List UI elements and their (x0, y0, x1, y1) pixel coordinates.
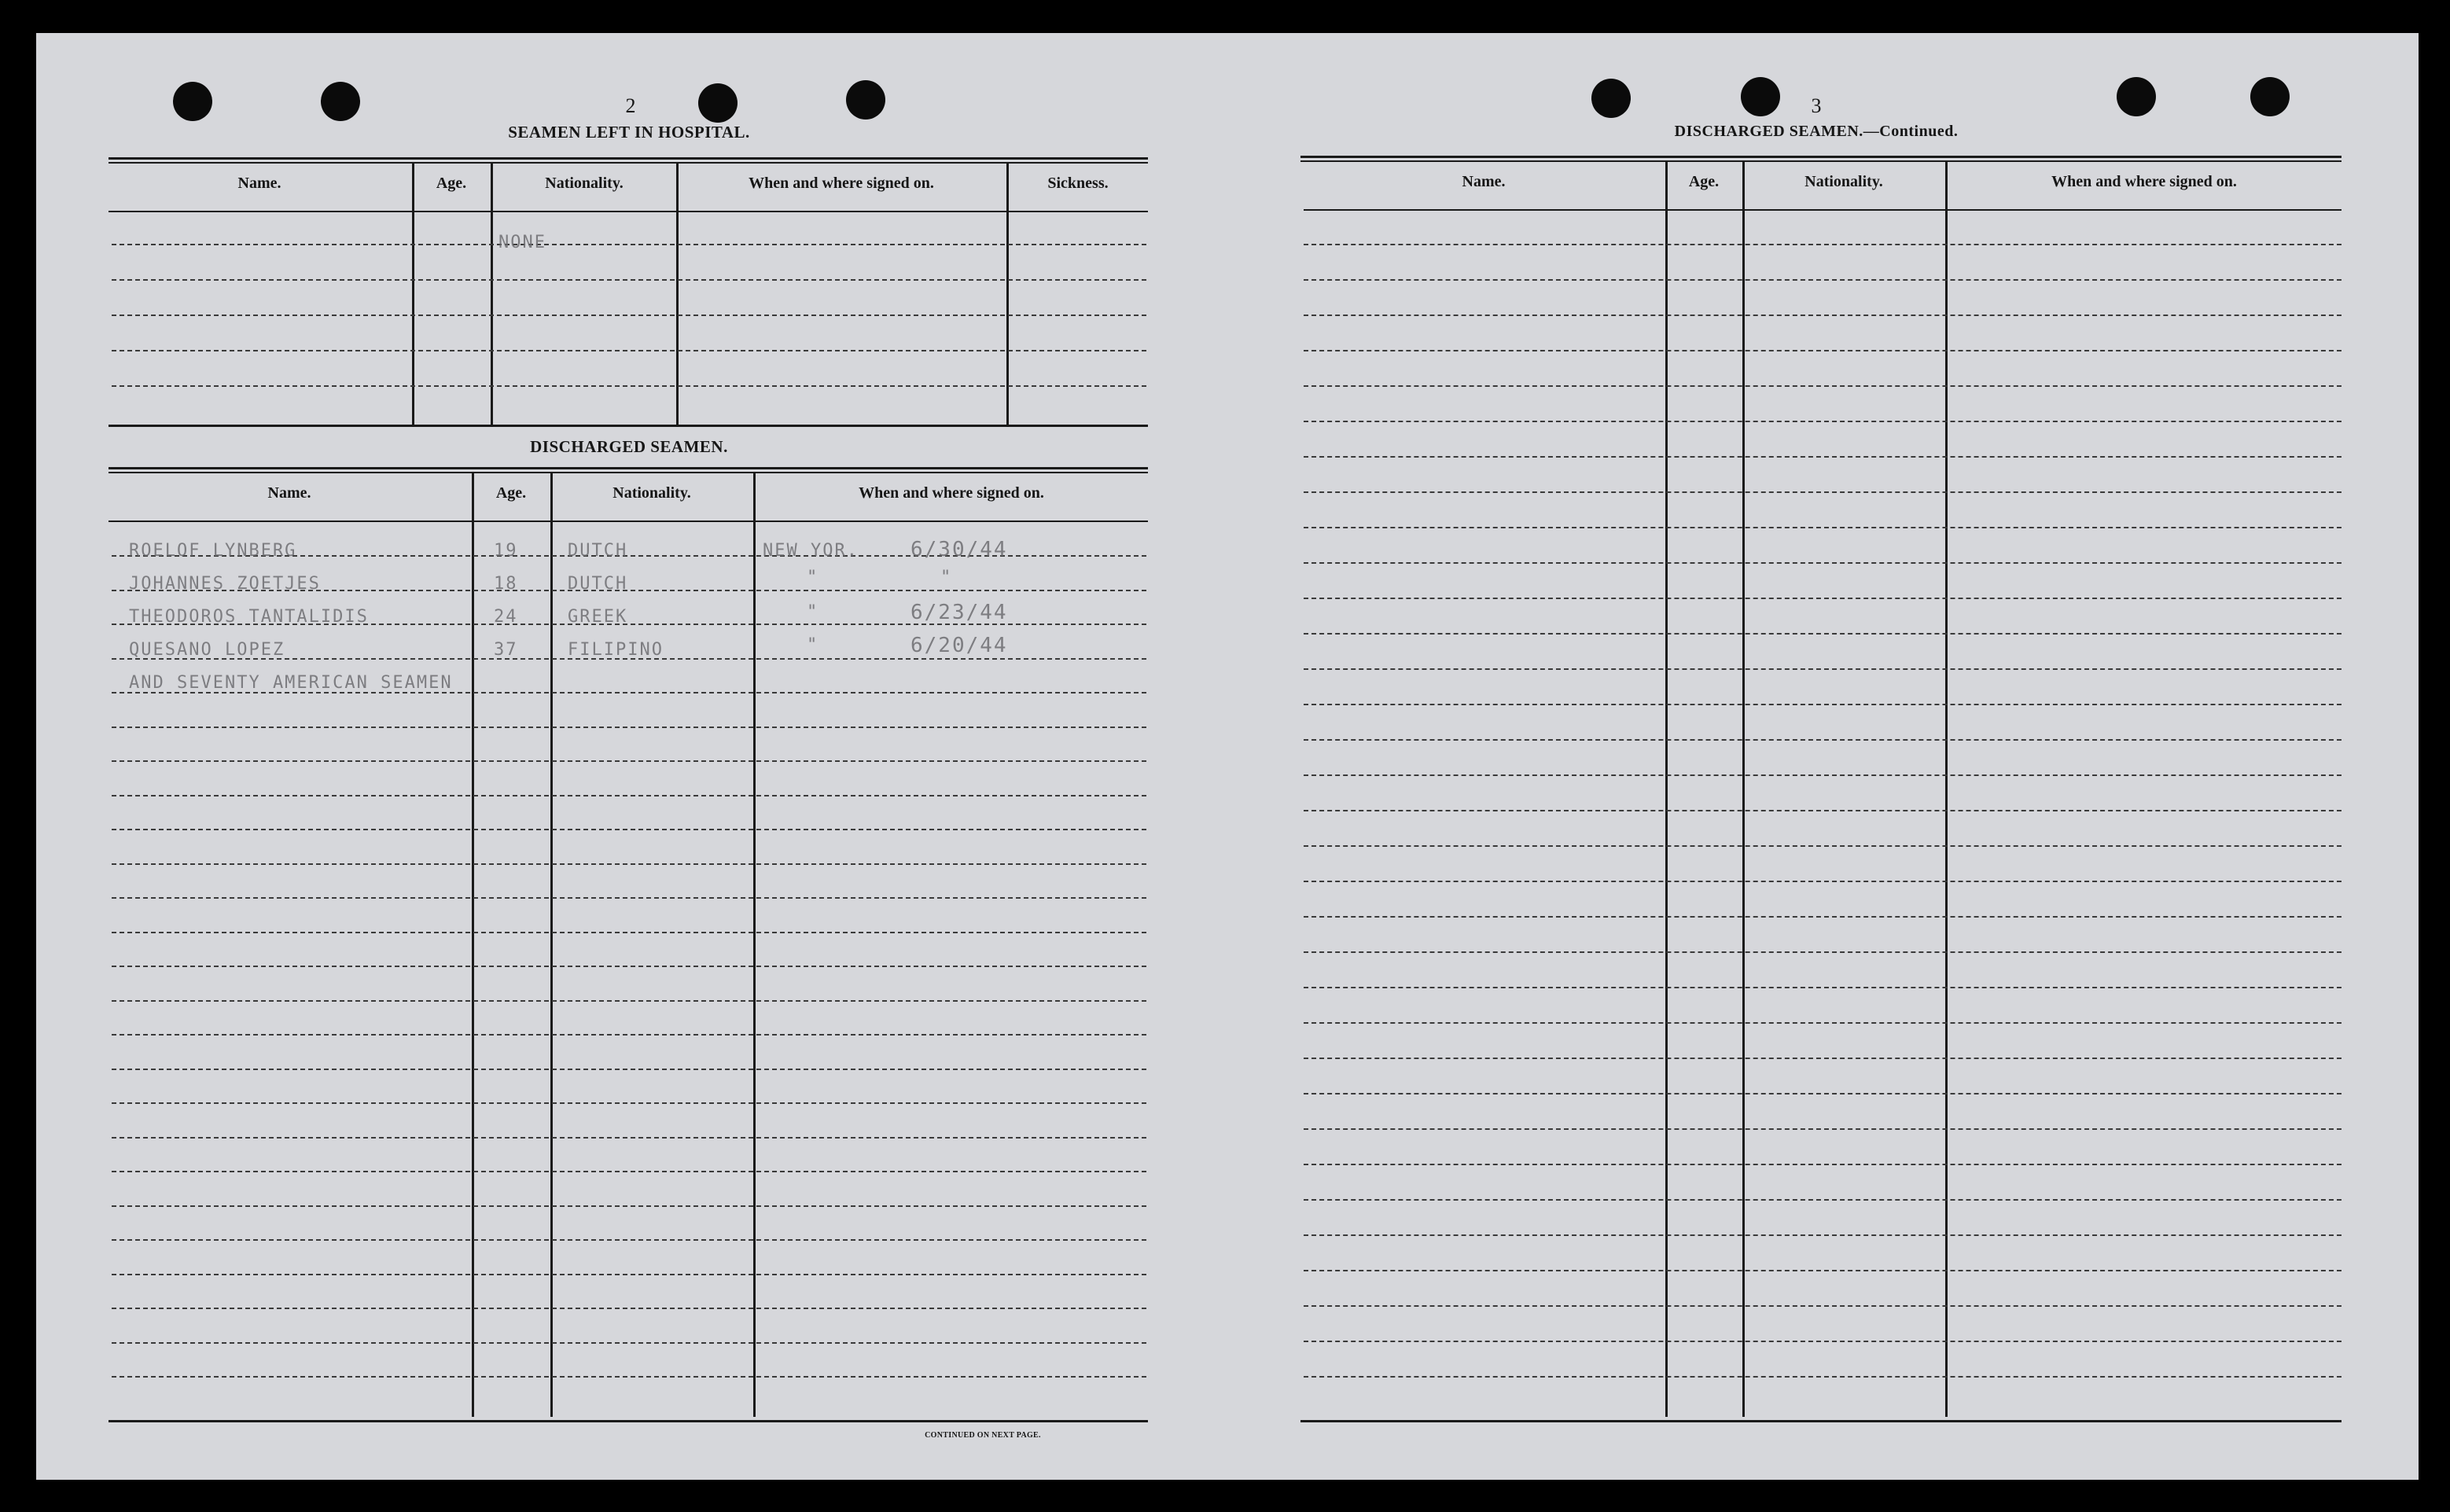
discharged-header-nationality: Nationality. (612, 484, 691, 502)
hospital-header-name: Name. (237, 175, 281, 192)
ruled-line (112, 315, 1146, 316)
signed-on-place: NEW YOR. (763, 541, 859, 561)
right-section-title: DISCHARGED SEAMEN.—Continued. (1674, 123, 1959, 140)
seaman-nationality: DUTCH (568, 574, 628, 594)
page-number-left: 2 (625, 94, 636, 117)
rule (109, 425, 1148, 427)
punch-hole-7 (2117, 77, 2156, 116)
ruled-line (112, 1308, 1146, 1309)
ruled-line (1304, 774, 2341, 776)
ruled-line (112, 727, 1146, 728)
signed-on-date: 6/23/44 (910, 601, 1008, 624)
ruled-line (1304, 1022, 2341, 1024)
ruled-line (112, 1274, 1146, 1275)
seaman-age: 37 (494, 640, 518, 660)
rule (1300, 156, 2341, 158)
continued-note: CONTINUED ON NEXT PAGE. (925, 1431, 1041, 1440)
punch-hole-4 (846, 80, 885, 120)
ruled-line (112, 897, 1146, 899)
right-header-age: Age. (1688, 173, 1720, 190)
ruled-line (112, 350, 1146, 351)
ruled-line (1304, 1164, 2341, 1165)
punch-hole-6 (1741, 77, 1780, 116)
ruled-line (1304, 1376, 2341, 1378)
right-header-signed-on: When and where signed on. (2051, 173, 2237, 190)
hospital-section-title: SEAMEN LEFT IN HOSPITAL. (508, 123, 750, 142)
hospital-header-sickness: Sickness. (1047, 175, 1109, 192)
page-number-right: 3 (1811, 94, 1822, 117)
rule (1304, 209, 2341, 211)
right-header-nationality: Nationality. (1804, 173, 1883, 190)
seaman-name: ROELOF LYNBERG (129, 541, 297, 561)
seaman-name: QUESANO LOPEZ (129, 640, 285, 660)
ruled-line (1304, 1234, 2341, 1236)
signed-on-place: " (807, 568, 819, 587)
seaman-age: 19 (494, 541, 518, 561)
seaman-age: 24 (494, 607, 518, 627)
ruled-line (1304, 598, 2341, 599)
ruled-line (1304, 1058, 2341, 1059)
ruled-line (112, 760, 1146, 762)
ruled-line (1304, 279, 2341, 281)
signed-on-place: " (807, 635, 819, 655)
seaman-age: 18 (494, 574, 518, 594)
ruled-line (1304, 1093, 2341, 1094)
ruled-line (1304, 987, 2341, 988)
discharged-header-name: Name. (267, 484, 311, 502)
ruled-line (1304, 739, 2341, 741)
seaman-name: JOHANNES ZOETJES (129, 574, 321, 594)
discharged-section-title: DISCHARGED SEAMEN. (530, 437, 728, 456)
rule (109, 521, 1148, 522)
signed-on-date: " (940, 568, 953, 587)
ruled-line (1304, 421, 2341, 422)
ruled-line (1304, 1199, 2341, 1201)
ruled-line (1304, 845, 2341, 847)
right-header-name: Name. (1462, 173, 1506, 190)
ruled-line (112, 966, 1146, 967)
rule (109, 211, 1148, 212)
ruled-line (112, 279, 1146, 281)
hospital-header-age: Age. (436, 175, 467, 192)
signed-on-date: 6/20/44 (910, 634, 1008, 657)
discharged-header-signed-on: When and where signed on. (859, 484, 1044, 502)
ruled-line (1304, 881, 2341, 882)
ruled-line (1304, 315, 2341, 316)
rule (109, 1420, 1148, 1422)
ruled-line (112, 1069, 1146, 1070)
hospital-header-nationality: Nationality. (545, 175, 624, 192)
column-divider (472, 473, 474, 1417)
seaman-nationality: GREEK (568, 607, 628, 627)
rule (1300, 1420, 2341, 1422)
column-divider (550, 473, 553, 1417)
ruled-line (1304, 456, 2341, 458)
ruled-line (1304, 951, 2341, 953)
ruled-line (112, 1034, 1146, 1036)
ruled-line (112, 244, 1146, 245)
seaman-name: AND SEVENTY AMERICAN SEAMEN (129, 673, 453, 693)
rule (109, 157, 1148, 160)
signed-on-date: 6/30/44 (910, 538, 1008, 561)
ruled-line (112, 829, 1146, 830)
ruled-line (112, 385, 1146, 387)
ruled-line (1304, 385, 2341, 387)
rule (109, 467, 1148, 469)
ruled-line (1304, 668, 2341, 670)
ruled-line (112, 1137, 1146, 1139)
ruled-line (1304, 633, 2341, 635)
ruled-line (112, 1000, 1146, 1002)
ruled-line (1304, 1305, 2341, 1307)
ruled-line (1304, 704, 2341, 705)
ruled-line (112, 1205, 1146, 1207)
rule (109, 472, 1148, 473)
column-divider (753, 473, 756, 1417)
ruled-line (1304, 1341, 2341, 1342)
seaman-nationality: FILIPINO (568, 640, 664, 660)
rule (109, 162, 1148, 164)
ledger-sheet (36, 33, 2419, 1480)
hospital-entry: NONE (498, 233, 546, 252)
ruled-line (112, 1376, 1146, 1378)
punch-hole-3 (698, 83, 738, 123)
ruled-line (1304, 1128, 2341, 1130)
ruled-line (1304, 350, 2341, 351)
rule (1300, 160, 2341, 162)
ruled-line (112, 1102, 1146, 1104)
ruled-line (112, 1342, 1146, 1344)
discharged-header-age: Age. (495, 484, 527, 502)
ruled-line (112, 1239, 1146, 1241)
ruled-line (1304, 1270, 2341, 1271)
punch-hole-1 (173, 82, 212, 121)
signed-on-place: " (807, 602, 819, 622)
ruled-line (1304, 562, 2341, 564)
ruled-line (112, 1171, 1146, 1172)
ruled-line (1304, 916, 2341, 918)
ruled-line (112, 795, 1146, 796)
punch-hole-2 (321, 82, 360, 121)
ruled-line (1304, 491, 2341, 493)
ruled-line (112, 863, 1146, 865)
ruled-line (112, 932, 1146, 933)
ruled-line (1304, 244, 2341, 245)
hospital-header-signed-on: When and where signed on. (749, 175, 934, 192)
seaman-nationality: DUTCH (568, 541, 628, 561)
punch-hole-8 (2250, 77, 2290, 116)
punch-hole-5 (1591, 79, 1631, 118)
ruled-line (1304, 810, 2341, 811)
ruled-line (1304, 527, 2341, 528)
seaman-name: THEODOROS TANTALIDIS (129, 607, 369, 627)
